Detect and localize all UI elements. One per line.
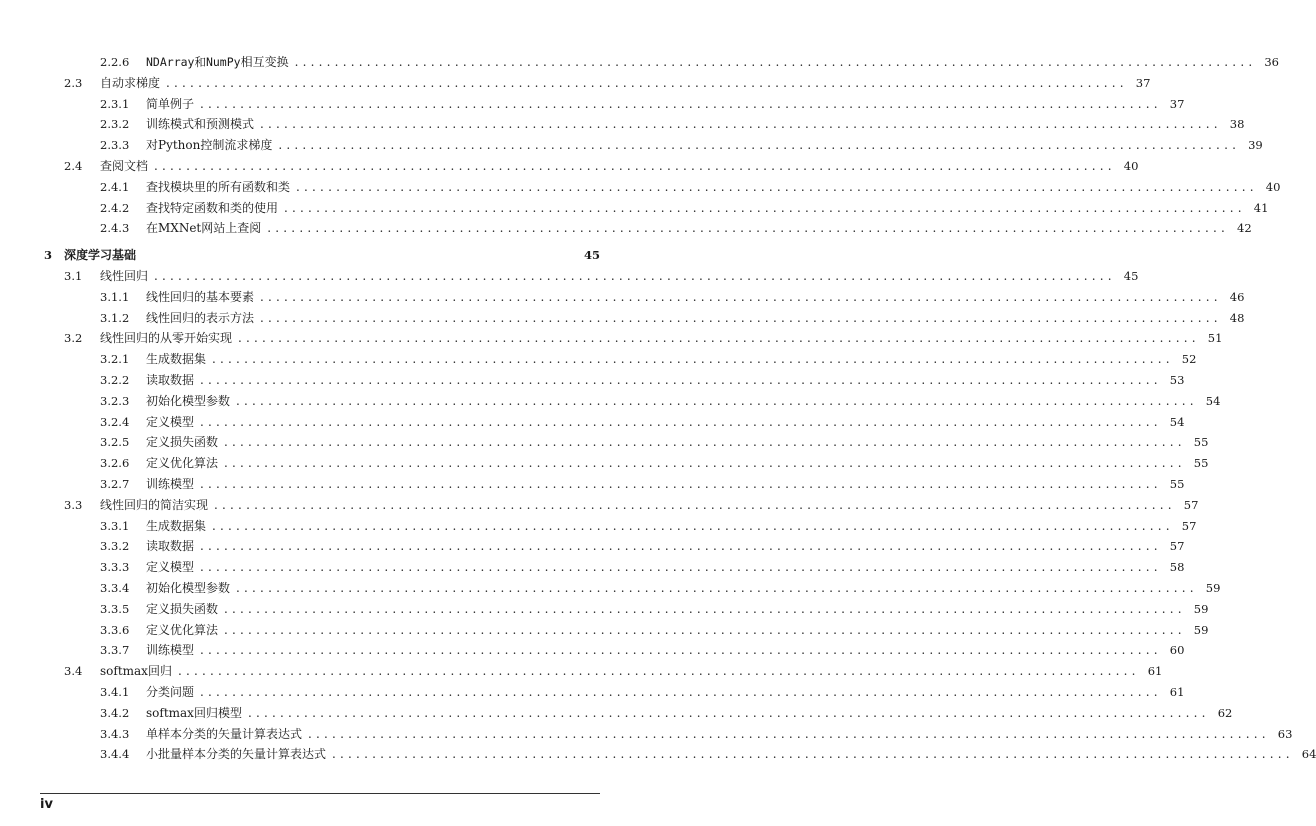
- toc-entry-page: 46: [1229, 289, 1245, 304]
- toc-entry[interactable]: [100, 52, 1279, 72]
- toc-entry-number: 3.2.4: [100, 414, 130, 429]
- toc-leader-dots: ........................................................................................................................: [267, 221, 1229, 236]
- toc-entry-number: 3.2.7: [100, 477, 130, 491]
- toc-entry-number: 3.3.3: [100, 560, 130, 575]
- toc-leader-dots: ........................................................................................................................: [294, 55, 1257, 69]
- toc-entry-number: 2.3: [64, 75, 83, 90]
- toc-entry-title: 生成数据集: [146, 518, 207, 533]
- toc-entry-title-code: NDArray和NumPy: [146, 55, 241, 69]
- toc-entry-page: 45: [1123, 269, 1139, 283]
- toc-entry-page: 59: [1193, 622, 1209, 637]
- toc-entry-page: 45: [583, 248, 600, 263]
- toc-leader-dots: ........................................................................................................................: [200, 539, 1162, 554]
- toc-entry-page: 55: [1193, 456, 1209, 471]
- toc-entry[interactable]: [100, 135, 1263, 155]
- toc-entry-title: 线性回归的简洁实现: [100, 497, 209, 512]
- toc-entry-title: 读取数据: [146, 539, 195, 554]
- toc-entry[interactable]: [100, 218, 1252, 238]
- toc-leader-dots: ........................................................................................................................: [212, 518, 1174, 533]
- toc-leader-dots: ........................................................................................................................: [296, 179, 1258, 194]
- toc-entry-title: 定义损失函数: [146, 435, 219, 450]
- toc-entry-page: 48: [1229, 310, 1245, 325]
- toc-leader-dots: [142, 245, 566, 265]
- toc-entry[interactable]: [100, 557, 1185, 577]
- toc-entry-title-rest: 相互变换: [240, 55, 289, 69]
- toc-leader-dots: ........................................................................................................................: [308, 726, 1270, 741]
- toc-entry-page: 39: [1248, 138, 1263, 153]
- toc-entry[interactable]: [64, 328, 1223, 348]
- toc-entry-page: 38: [1229, 117, 1245, 132]
- toc-leader-dots: ........................................................................................................................: [236, 393, 1198, 408]
- toc-entry-number: 3.3.2: [100, 539, 130, 554]
- toc-entry-number: 3.3.4: [100, 581, 130, 595]
- toc-entry-number: 3.4.1: [100, 685, 130, 699]
- toc-entry[interactable]: [100, 198, 1269, 218]
- toc-entry-number: 3.4.4: [100, 747, 130, 762]
- toc-entry-title: 训练模式和预测模式: [146, 117, 255, 132]
- toc-entry-number: 2.4.1: [100, 179, 130, 194]
- toc-entry-title: 自动求梯度: [100, 75, 161, 90]
- toc-leader-dots: ........................................................................................................................: [200, 96, 1162, 111]
- toc-leader-dots: ........................................................................................................................: [224, 435, 1186, 450]
- toc-entry-page: 63: [1277, 726, 1293, 741]
- toc-entry-title: 线性回归: [100, 269, 149, 283]
- toc-entry-number: 3.2: [64, 331, 83, 346]
- toc-entry-number: 2.3.3: [100, 138, 130, 153]
- toc-entry-title: 线性回归的基本要素: [146, 289, 255, 304]
- toc-entry[interactable]: [64, 266, 1139, 286]
- toc-leader-dots: ........................................................................................................................: [200, 477, 1162, 491]
- toc-entry-title: 小批量样本分类的矢量计算表达式: [146, 747, 327, 762]
- toc-leader-dots: ........................................................................................................................: [332, 747, 1294, 762]
- toc-entry-page: 60: [1169, 643, 1185, 658]
- toc-leader-dots: ........................................................................................................................: [224, 456, 1186, 471]
- toc-entry-title: 简单例子: [146, 96, 195, 111]
- toc-entry-number: 3.2.5: [100, 435, 130, 450]
- toc-entry-number: 3.2.3: [100, 393, 130, 408]
- toc-entry-page: 58: [1169, 560, 1185, 575]
- toc-entry[interactable]: [44, 245, 600, 265]
- toc-entry[interactable]: [100, 177, 1281, 197]
- toc-entry[interactable]: [100, 453, 1209, 473]
- toc-entry[interactable]: [100, 474, 1185, 494]
- toc-entry-page: 55: [1193, 435, 1209, 450]
- toc-entry-title: 单样本分类的矢量计算表达式: [146, 726, 303, 741]
- toc-entry-page: 53: [1169, 373, 1185, 387]
- toc-leader-dots: ........................................................................................................................: [212, 352, 1174, 367]
- toc-entry[interactable]: [100, 114, 1245, 134]
- toc-entry-title: 线性回归的表示方法: [146, 310, 255, 325]
- toc-entry-number: 3.4.2: [100, 705, 130, 720]
- toc-entry[interactable]: [64, 156, 1139, 176]
- toc-entry-page: 52: [1181, 352, 1197, 367]
- toc-entry[interactable]: [100, 308, 1245, 328]
- toc-leader-dots: ........................................................................................................................: [200, 414, 1162, 429]
- toc-entry[interactable]: [64, 495, 1199, 515]
- toc-entry-page: 37: [1169, 96, 1185, 111]
- toc-entry-number: 3.3.5: [100, 601, 130, 616]
- toc-entry[interactable]: [100, 640, 1185, 660]
- toc-entry-number: 3.3.6: [100, 622, 130, 637]
- toc-entry-number: 2.4.2: [100, 200, 130, 215]
- toc-entry-number: 3.2.1: [100, 352, 130, 367]
- toc-entry-title: 分类问题: [146, 685, 195, 699]
- toc-leader-dots: ........................................................................................................................: [177, 664, 1140, 679]
- toc-entry-title: 查找特定函数和类的使用: [146, 200, 279, 215]
- toc-leader-dots: ........................................................................................................................: [224, 622, 1186, 637]
- toc-leader-dots: ........................................................................................................................: [200, 643, 1162, 658]
- toc-leader-dots: ........................................................................................................................: [238, 331, 1200, 346]
- toc-entry-number: 3.3.7: [100, 643, 130, 658]
- toc-entry-title: 查找模块里的所有函数和类: [146, 179, 291, 194]
- toc-entry-page: 40: [1123, 159, 1139, 173]
- toc-leader-dots: ........................................................................................................................: [166, 75, 1128, 90]
- toc-entry-title: 初始化模型参数: [146, 581, 231, 595]
- toc-entry-title: 线性回归的从零开始实现: [100, 331, 233, 346]
- toc-entry-title: softmax回归模型: [146, 705, 242, 720]
- toc-entry-page: 62: [1217, 705, 1233, 720]
- toc-entry-number: 3.2.2: [100, 373, 130, 387]
- toc-entry-number: 3.1.1: [100, 289, 130, 304]
- toc-entry-page: 54: [1205, 393, 1221, 408]
- toc-entry-number: 2.3.1: [100, 96, 130, 111]
- toc-leader-dots: ........................................................................................................................: [236, 581, 1198, 595]
- toc-entry-page: 61: [1169, 685, 1185, 699]
- toc-entry-title: softmax回归: [100, 664, 172, 679]
- toc-entry-number: 2.4: [64, 159, 83, 173]
- toc-entry-title: 定义模型: [146, 560, 195, 575]
- toc-entry[interactable]: [100, 536, 1185, 556]
- toc-entry-title: [146, 52, 289, 72]
- toc-entry-title: 定义损失函数: [146, 601, 219, 616]
- toc-entry-page: 57: [1183, 497, 1199, 512]
- toc-entry-page: 59: [1193, 601, 1209, 616]
- toc-entry-page: 40: [1265, 179, 1281, 194]
- toc-entry[interactable]: [100, 682, 1185, 702]
- toc-entry-title: 定义优化算法: [146, 622, 219, 637]
- toc-entry-number: 2.3.2: [100, 117, 130, 132]
- toc-entry[interactable]: [100, 620, 1209, 640]
- toc-entry[interactable]: [100, 703, 1233, 723]
- toc-entry-page: 41: [1253, 200, 1269, 215]
- toc-entry-number: 3: [44, 248, 53, 263]
- toc-leader-dots: ........................................................................................................................: [200, 685, 1162, 699]
- toc-entry-page: 61: [1147, 664, 1163, 679]
- toc-entry-page: 36: [1264, 55, 1279, 69]
- toc-entry-title: 在MXNet网站上查阅: [146, 221, 262, 236]
- toc-leader-dots: ........................................................................................................................: [200, 373, 1162, 387]
- toc-entry[interactable]: [100, 370, 1185, 390]
- toc-entry[interactable]: [100, 432, 1209, 452]
- toc-leader-dots: ........................................................................................................................: [154, 269, 1116, 283]
- toc-entry-page: 55: [1169, 477, 1185, 491]
- toc-entry-title: 定义模型: [146, 414, 195, 429]
- toc-entry-title: 定义优化算法: [146, 456, 219, 471]
- toc-entry-page: 51: [1207, 331, 1223, 346]
- toc-entry-number: 3.1: [64, 269, 83, 283]
- toc-leader-dots: ........................................................................................................................: [260, 289, 1222, 304]
- toc-entry-title: 读取数据: [146, 373, 195, 387]
- toc-entry-number: 3.4.3: [100, 726, 130, 741]
- toc-entry-page: 54: [1169, 414, 1185, 429]
- toc-leader-dots: ........................................................................................................................: [224, 601, 1186, 616]
- toc-entry-title: 训练模型: [146, 477, 195, 491]
- toc-entry-number: 2.4.3: [100, 221, 130, 236]
- toc-leader-dots: ........................................................................................................................: [284, 200, 1246, 215]
- toc-entry[interactable]: [100, 724, 1293, 744]
- toc-leader-dots: ........................................................................................................................: [278, 138, 1241, 153]
- toc-entry-number: 3.3.1: [100, 518, 130, 533]
- toc-entry[interactable]: [100, 412, 1185, 432]
- toc-entry-title: 对Python控制流求梯度: [146, 138, 273, 153]
- toc-entry-number: 3.1.2: [100, 310, 130, 325]
- toc-entry[interactable]: [64, 661, 1163, 681]
- footer-divider: [40, 793, 600, 794]
- footer-page-number: iv: [40, 797, 53, 812]
- toc-entry-title: 初始化模型参数: [146, 393, 231, 408]
- toc-entry-number: 3.3: [64, 497, 83, 512]
- toc-entry[interactable]: [100, 599, 1209, 619]
- toc-entry-page: 37: [1135, 75, 1151, 90]
- toc-entry-title: 查阅文档: [100, 159, 149, 173]
- toc-leader-dots: ........................................................................................................................: [200, 560, 1162, 575]
- toc-entry[interactable]: [100, 578, 1221, 598]
- toc-entry-title: 生成数据集: [146, 352, 207, 367]
- toc-entry-page: 59: [1205, 581, 1221, 595]
- toc-leader-dots: ........................................................................................................................: [154, 159, 1116, 173]
- toc-entry-page: 57: [1181, 518, 1197, 533]
- toc-entry-number: 3.4: [64, 664, 83, 679]
- toc-entry[interactable]: [100, 349, 1197, 369]
- toc-entry[interactable]: [100, 744, 1316, 764]
- toc-entry[interactable]: [100, 287, 1245, 307]
- toc-leader-dots: ........................................................................................................................: [247, 705, 1210, 720]
- toc-leader-dots: ........................................................................................................................: [260, 117, 1222, 132]
- toc-entry-number: 2.2.6: [100, 55, 130, 69]
- toc-entry-title: 深度学习基础: [64, 248, 137, 263]
- toc-entry-page: 64: [1301, 747, 1316, 762]
- toc-entry[interactable]: [64, 73, 1151, 93]
- toc-entry[interactable]: [100, 94, 1185, 114]
- toc-entry[interactable]: [100, 391, 1221, 411]
- toc-entry-page: 57: [1169, 539, 1185, 554]
- toc-leader-dots: ........................................................................................................................: [260, 310, 1222, 325]
- toc-entry-page: 42: [1237, 221, 1252, 236]
- toc-entry-number: 3.2.6: [100, 456, 130, 471]
- toc-entry-title: 训练模型: [146, 643, 195, 658]
- toc-entry[interactable]: [100, 516, 1197, 536]
- toc-leader-dots: ........................................................................................................................: [214, 497, 1176, 512]
